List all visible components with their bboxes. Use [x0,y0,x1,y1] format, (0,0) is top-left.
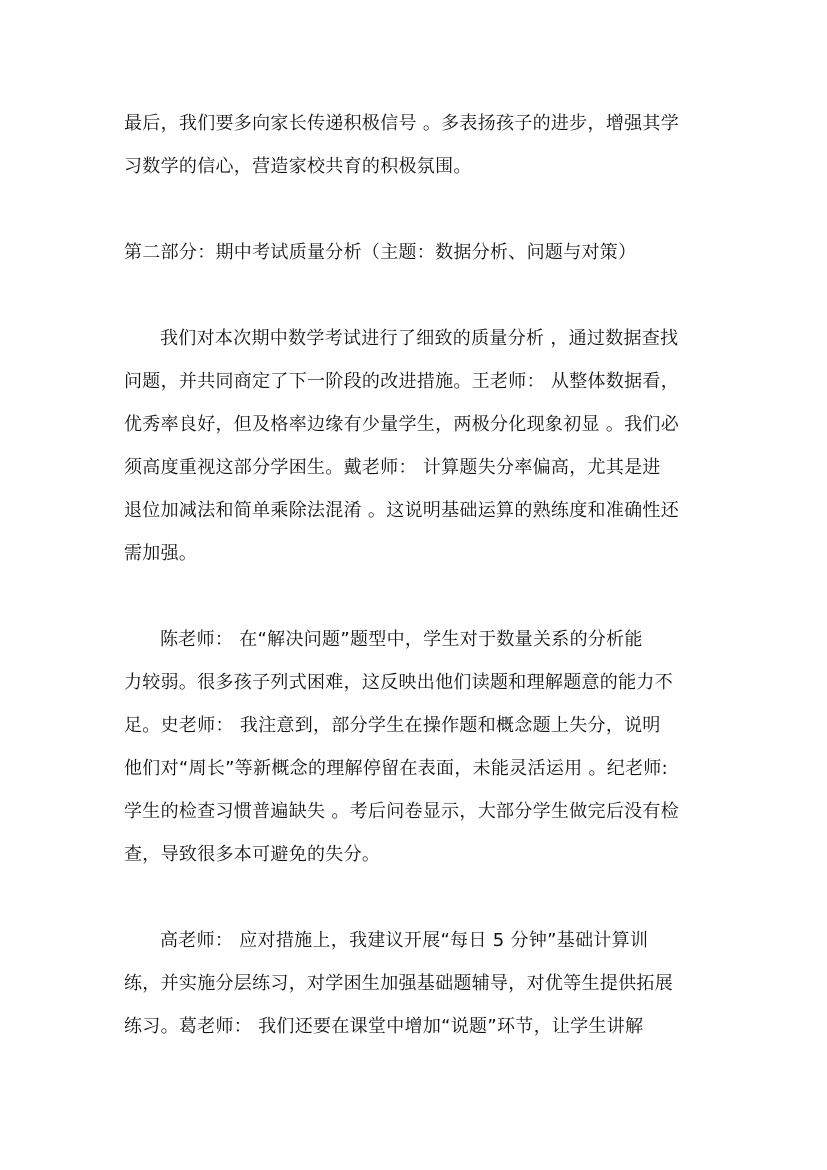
text-line: 问题，并共同商定了下一阶段的改进措施。王老师： 从整体数据看， [124,371,680,392]
text-line: 足。史老师： 我注意到，部分学生在操作题和概念题上失分，说明 [124,715,661,736]
text-line: 练习。葛老师： 我们还要在课堂中增加“说题”环节，让学生讲解 [124,1016,644,1037]
text-line: 优秀率良好，但及格率边缘有少量学生，两极分化现象初显 。我们必 [124,414,680,435]
text-line: 我们对本次期中数学考试进行了细致的质量分析 ，通过数据查找 [160,328,679,349]
text-line: 高老师： 应对措施上，我建议开展“每日 5 分钟”基础计算训 [160,930,649,951]
text-line: 需加强。 [124,543,198,564]
text-line: 习数学的信心，营造家校共育的积极氛围。 [124,156,472,177]
text-line: 须高度重视这部分学困生。戴老师： 计算题失分率偏高，尤其是进 [124,457,661,478]
text-line: 他们对“周长”等新概念的理解停留在表面，未能灵活运用 。纪老师: [124,758,669,779]
text-line: 学生的检查习惯普遍缺失 。考后问卷显示，大部分学生做完后没有检 [124,801,680,822]
text-line: 最后，我们要多向家长传递积极信号 。多表扬孩子的进步，增强其学 [124,113,680,134]
section-heading: 第二部分：期中考试质量分析（主题：数据分析、问题与对策） [124,242,637,263]
text-line: 查，导致很多本可避免的失分。 [124,844,381,865]
text-line: 练，并实施分层练习，对学困生加强基础题辅导，对优等生提供拓展 [124,973,673,994]
text-line: 陈老师： 在“解决问题”题型中，学生对于数量关系的分析能 [160,629,643,650]
text-line: 退位加减法和简单乘除法混淆 。这说明基础运算的熟练度和准确性还 [124,500,680,521]
text-line: 力较弱。很多孩子列式困难，这反映出他们读题和理解题意的能力不 [124,672,673,693]
